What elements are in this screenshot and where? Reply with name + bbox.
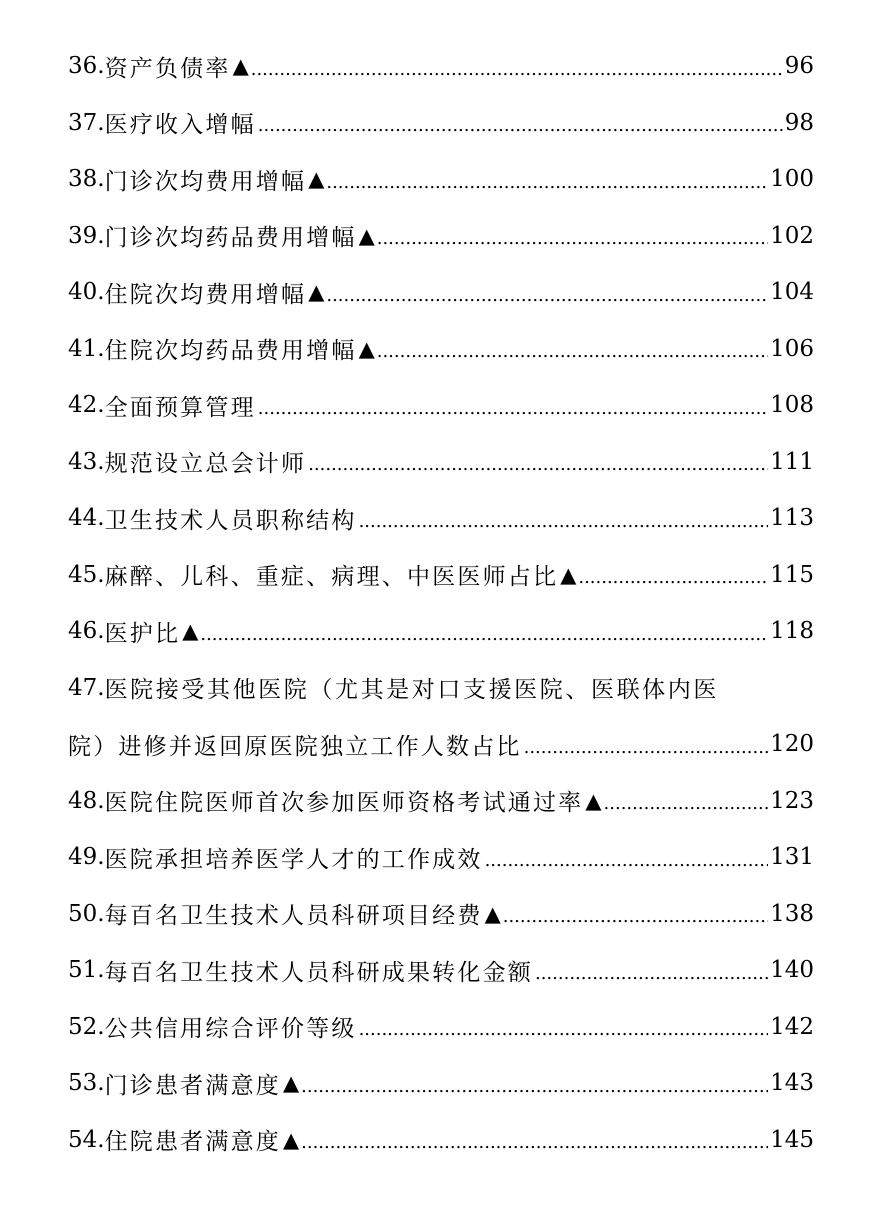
- toc-entry-number: 37.: [68, 109, 105, 136]
- toc-entry-37[interactable]: [68, 95, 814, 152]
- triangle-marker-icon: ▲: [484, 901, 501, 926]
- toc-entry-page: 96: [784, 53, 814, 80]
- toc-entry-52[interactable]: [68, 999, 814, 1056]
- toc-entry-page: 115: [770, 561, 814, 588]
- toc-entry-page: 120: [770, 731, 814, 758]
- toc-entry-page: 131: [770, 844, 814, 871]
- toc-entry-title-line2: 院）进修并返回原医院独立工作人数占比: [68, 733, 522, 760]
- toc-entry-title: 规范设立总会计师: [104, 451, 307, 478]
- toc-entry-title: 住院患者满意度: [104, 1129, 281, 1156]
- toc-entry-number: 45.: [68, 561, 105, 588]
- triangle-marker-icon: ▲: [308, 167, 325, 192]
- dot-leader: [359, 1019, 769, 1040]
- dot-leader: [578, 567, 768, 588]
- dot-leader: [359, 511, 769, 532]
- toc-entry-46[interactable]: [68, 603, 814, 660]
- dot-leader: [326, 285, 768, 306]
- toc-entry-50[interactable]: [68, 886, 814, 943]
- toc-entry-number: 48.: [68, 787, 105, 814]
- triangle-marker-icon: ▲: [585, 788, 602, 813]
- toc-entry-39[interactable]: [68, 208, 814, 265]
- toc-entry-title: 医院承担培养医学人才的工作成效: [104, 846, 483, 873]
- toc-entry-number: 44.: [68, 505, 105, 532]
- triangle-marker-icon: ▲: [358, 336, 375, 361]
- triangle-marker-icon: ▲: [358, 223, 375, 248]
- toc-entry-page: 104: [770, 279, 814, 306]
- toc-entry-page: 138: [770, 900, 814, 927]
- toc-entry-page: 106: [770, 335, 814, 362]
- dot-leader: [377, 228, 768, 249]
- dot-leader: [251, 59, 783, 80]
- dot-leader: [535, 963, 768, 984]
- toc-entry-48[interactable]: [68, 773, 814, 830]
- toc-entry-number: 38.: [68, 166, 105, 193]
- toc-entry-41[interactable]: [68, 321, 814, 378]
- toc-entry-title-line1: 医院接受其他医院（尤其是对口支援医院、医联体内医: [104, 677, 719, 704]
- toc-entry-number: 36.: [68, 53, 105, 80]
- toc-entry-53[interactable]: [68, 1055, 814, 1112]
- toc-entry-title: 卫生技术人员职称结构: [104, 507, 357, 534]
- toc-entry-45[interactable]: [68, 547, 814, 604]
- toc-entry-47-line2[interactable]: [68, 716, 814, 773]
- dot-leader: [604, 793, 769, 814]
- toc-entry-number: 46.: [68, 618, 105, 645]
- toc-entry-number: 52.: [68, 1013, 105, 1040]
- toc-entry-title: 门诊次均药品费用增幅: [104, 225, 357, 252]
- triangle-marker-icon: ▲: [308, 280, 325, 305]
- toc-entry-51[interactable]: [68, 942, 814, 999]
- toc-entry-title: 麻醉、儿科、重症、病理、中医医师占比: [104, 564, 559, 591]
- toc-entry-title: 医疗收入增幅: [104, 112, 256, 139]
- toc-entry-number: 43.: [68, 448, 105, 475]
- toc-entry-title: 医院住院医师首次参加医师资格考试通过率: [104, 790, 584, 817]
- toc-entry-page: 111: [770, 448, 814, 475]
- toc-entry-page: 113: [770, 505, 814, 532]
- dot-leader: [485, 850, 769, 871]
- toc-entry-number: 49.: [68, 844, 105, 871]
- dot-leader: [524, 737, 768, 758]
- toc-entry-title: 每百名卫生技术人员科研成果转化金额: [104, 959, 533, 986]
- toc-entry-page: 118: [770, 618, 814, 645]
- toc-entry-title: 全面预算管理: [104, 394, 256, 421]
- toc-entry-page: 123: [770, 787, 814, 814]
- triangle-marker-icon: ▲: [232, 54, 249, 79]
- toc-entry-page: 98: [784, 109, 814, 136]
- toc-entry-number: 54.: [68, 1126, 105, 1153]
- toc-entry-page: 143: [770, 1070, 814, 1097]
- toc-entry-title: 资产负债率: [104, 55, 231, 82]
- toc-entry-number: 51.: [68, 957, 105, 984]
- toc-entry-title: 住院次均药品费用增幅: [104, 338, 357, 365]
- toc-entry-42[interactable]: [68, 377, 814, 434]
- dot-leader: [503, 906, 768, 927]
- triangle-marker-icon: ▲: [182, 619, 199, 644]
- dot-leader: [377, 341, 768, 362]
- table-of-contents: [68, 38, 814, 1168]
- toc-entry-number: 40.: [68, 279, 105, 306]
- toc-entry-page: 142: [770, 1013, 814, 1040]
- toc-entry-page: 140: [770, 957, 814, 984]
- toc-entry-title: 门诊患者满意度: [104, 1072, 281, 1099]
- toc-entry-page: 145: [770, 1126, 814, 1153]
- toc-entry-number: 47.: [68, 674, 105, 701]
- dot-leader: [258, 398, 768, 419]
- toc-entry-number: 50.: [68, 900, 105, 927]
- toc-entry-title: 医护比: [104, 620, 181, 647]
- toc-entry-49[interactable]: [68, 829, 814, 886]
- dot-leader: [308, 454, 768, 475]
- toc-entry-number: 39.: [68, 222, 105, 249]
- toc-entry-title: 公共信用综合评价等级: [104, 1016, 357, 1043]
- toc-entry-page: 102: [770, 222, 814, 249]
- toc-entry-44[interactable]: [68, 490, 814, 547]
- toc-entry-title: 门诊次均费用增幅: [104, 168, 307, 195]
- triangle-marker-icon: ▲: [560, 562, 577, 587]
- toc-entry-54[interactable]: [68, 1112, 814, 1169]
- dot-leader: [301, 1132, 768, 1153]
- dot-leader: [326, 172, 768, 193]
- toc-entry-36[interactable]: [68, 38, 814, 95]
- toc-entry-page: 100: [770, 166, 814, 193]
- toc-entry-title: 每百名卫生技术人员科研项目经费: [104, 903, 483, 930]
- triangle-marker-icon: ▲: [282, 1071, 300, 1096]
- toc-entry-47-line1[interactable]: [68, 660, 814, 717]
- toc-entry-38[interactable]: [68, 151, 814, 208]
- dot-leader: [301, 1076, 768, 1097]
- toc-entry-number: 53.: [68, 1070, 105, 1097]
- toc-entry-43[interactable]: [68, 434, 814, 491]
- toc-entry-number: 42.: [68, 392, 105, 419]
- toc-entry-40[interactable]: [68, 264, 814, 321]
- toc-entry-number: 41.: [68, 335, 105, 362]
- toc-entry-page: 108: [770, 392, 814, 419]
- triangle-marker-icon: ▲: [282, 1127, 300, 1152]
- dot-leader: [200, 624, 768, 645]
- toc-entry-title: 住院次均费用增幅: [104, 281, 307, 308]
- dot-leader: [258, 115, 783, 136]
